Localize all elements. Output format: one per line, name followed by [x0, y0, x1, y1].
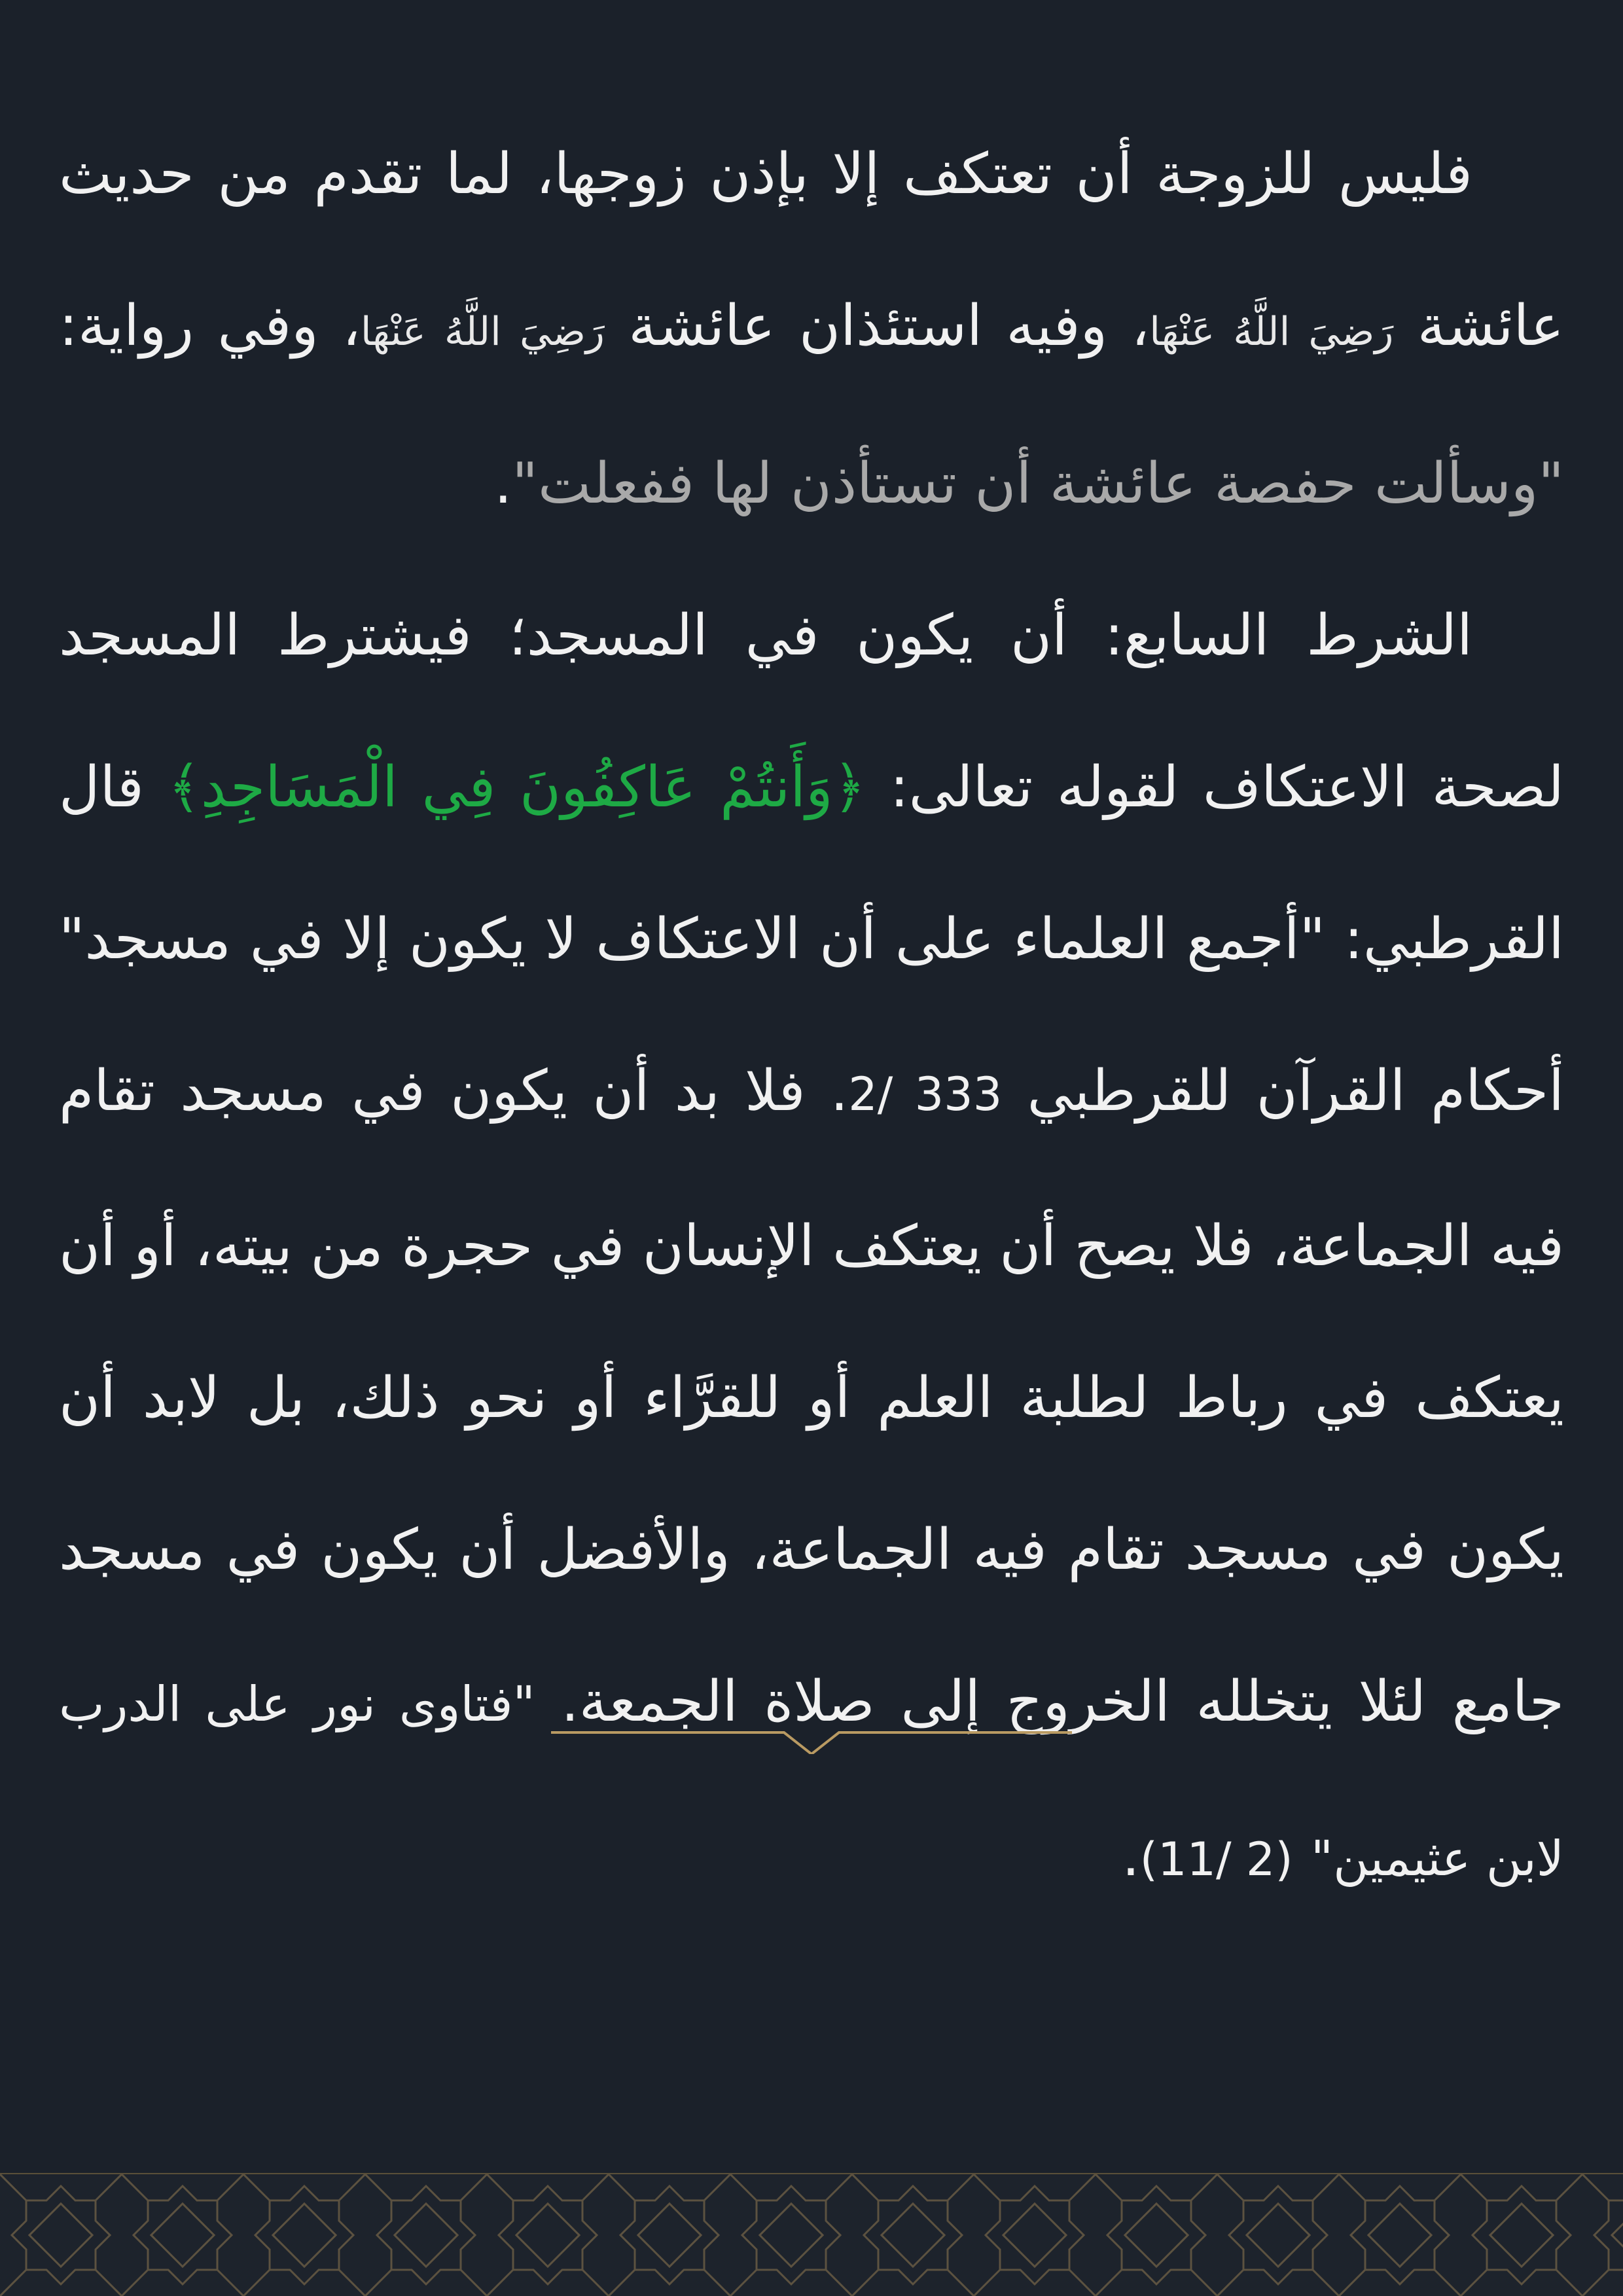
paragraph-1: [59, 98, 1564, 560]
honorific-glyph: رَضِيَ اللَّهُ عَنْهَا: [360, 309, 605, 355]
source-citation: "فتاوى نور على الدرب لابن عثيمين": [59, 1676, 1564, 1887]
ornamental-divider-icon: [551, 1721, 1072, 1754]
paragraph-1-text-c: ، وفي رواية:: [59, 293, 361, 359]
paragraph-2-text-b: قال القرطبي: "أجمع العلماء على أن الاعتكاف لا يكون إلا في مسجد" أحكام القرآن للقرطبي: [59, 755, 1565, 1124]
paragraph-2-end: .: [1122, 1823, 1140, 1889]
paragraph-1-end: .: [494, 451, 512, 516]
paragraph-2-text-c: . فلا بد أن يكون في مسجد تقام فيه الجماعة، فلا يصح أن يعتكف الإنسان في حجرة من بيته، أو أن يعتكف في رباط لطلبة العلم أو للقرَّاء أو نحو ذلك، بل لابد أن يكون في مسجد تقام فيه الجماعة، والأفضل أن يكون في مسجد جامع لئلا يتخلله الخروج إلى صلاة الجمعة.: [59, 1058, 1564, 1734]
paragraph-1-text-a: فليس للزوجة أن تعتكف إلا بإذن زوجها، لما تقدم من حديث عائشة: [59, 141, 1564, 359]
paragraph-2-text-a: الشرط السابع: أن يكون في المسجد؛ فيشترط المسجد لصحة الاعتكاف لقوله تعالى:: [59, 603, 1564, 820]
article-body: [59, 98, 1564, 1935]
reference-volume-page: 2/ 333: [848, 1067, 1003, 1121]
honorific-glyph: رَضِيَ اللَّهُ عَنْهَا: [1149, 309, 1394, 355]
paragraph-1-text-b: ، وفيه استئذان عائشة: [628, 293, 1150, 359]
footer-pattern-border: [0, 2173, 1623, 2296]
hadith-quote: "وسألت حفصة عائشة أن تستأذن لها ففعلت": [512, 451, 1564, 516]
quran-verse: ﴿وَأَنتُمْ عَاكِفُونَ فِي الْمَسَاجِدِ﴾: [168, 755, 866, 820]
source-reference: (11/ 2): [1139, 1833, 1293, 1886]
